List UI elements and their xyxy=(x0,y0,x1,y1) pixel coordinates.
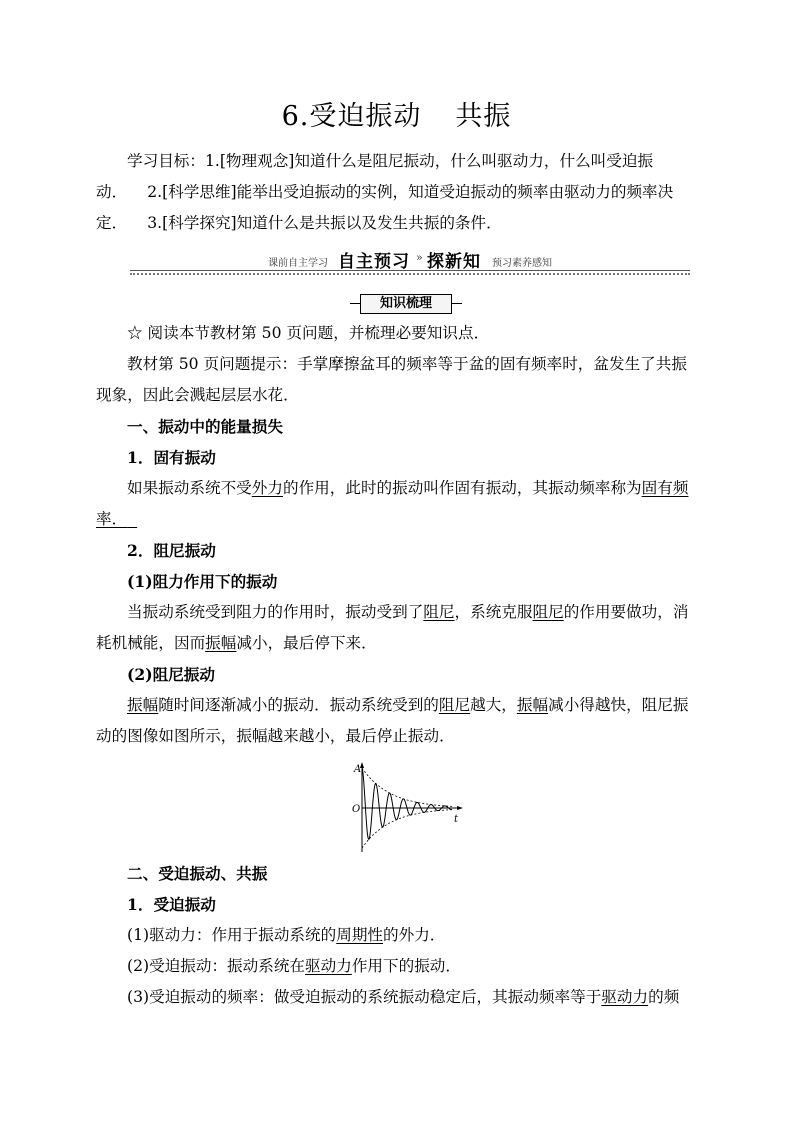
subsection-1-1: 1．固有振动 xyxy=(127,448,216,467)
page-title xyxy=(0,94,793,133)
resistance-text-2: 耗机械能，因而振幅减小，最后停下来． xyxy=(96,634,377,652)
objectives-line-3: 定． 3.[科学探究]知道什么是共振以及发生共振的条件． xyxy=(96,214,502,232)
upper-envelope xyxy=(362,768,452,806)
forced-vibration-text: (2)受迫振动：振动系统在驱动力作用下的振动． xyxy=(127,957,461,975)
reading-prompt: ☆ 阅读本节教材第 50 页问题，并梳理必要知识点． xyxy=(127,324,490,342)
x-axis-arrow xyxy=(457,806,463,810)
natural-vibration-text-2: 率． xyxy=(96,510,128,528)
natural-vibration-text: 如果振动系统不受外力的作用，此时的振动叫作固有振动，其振动频率称为固有频 xyxy=(127,479,689,497)
banner-title-1: 自主预习 xyxy=(338,252,410,272)
driving-force-text: (1)驱动力：作用于振动系统的周期性的外力． xyxy=(127,926,446,944)
damped-text-1: 振幅随时间逐渐减小的振动．振动系统受到的阻尼越大，振幅减小得越快，阻尼振 xyxy=(127,696,689,714)
damped-text-2: 动的图像如图所示，振幅越来越小，最后停止振动． xyxy=(96,727,455,745)
section-1-heading: 一、振动中的能量损失 xyxy=(127,417,283,436)
lower-envelope xyxy=(362,810,452,848)
subsection-2-1: 1．受迫振动 xyxy=(127,895,216,914)
knowledge-tag: 知识梳理 xyxy=(350,294,462,314)
subsection-1-2-1: (1)阻力作用下的振动 xyxy=(127,572,278,591)
origin-label: O xyxy=(352,804,361,815)
banner-title-2: 探新知 xyxy=(427,252,481,272)
section-banner xyxy=(130,250,690,278)
objectives-line-2: 动． 2.[科学思维]能举出受迫振动的实例，知道受迫振动的频率由驱动力的频率决 xyxy=(96,183,674,201)
title-number: 6. xyxy=(281,101,310,132)
objectives-line-1: 学习目标：1.[物理观念]知道什么是阻尼振动，什么叫驱动力，什么叫受迫振 xyxy=(127,152,654,170)
hint-line-1: 教材第 50 页问题提示：手掌摩擦盆耳的频率等于盆的固有频率时，盆发生了共振 xyxy=(127,355,687,373)
damped-wave xyxy=(362,768,452,839)
subsection-1-2: 2．阻尼振动 xyxy=(127,541,216,560)
y-axis-label: A xyxy=(354,764,362,775)
resistance-text-1: 当振动系统受到阻力的作用时，振动受到了阻尼，系统克服阻尼的作用要做功，消 xyxy=(127,603,689,621)
title-main: 受迫振动 xyxy=(309,101,422,132)
double-chevron-icon: » xyxy=(416,251,423,264)
hint-line-2: 现象，因此会溅起层层水花． xyxy=(96,386,299,404)
banner-left-label: 课前自主学习 xyxy=(268,258,328,269)
title-sub: 共振 xyxy=(455,101,512,132)
section-2-heading: 二、受迫振动、共振 xyxy=(127,864,268,883)
x-axis-label: t xyxy=(454,814,459,825)
banner-right-label: 预习素养感知 xyxy=(492,258,552,269)
forced-frequency-text: (3)受迫振动的频率：做受迫振动的系统振动稳定后，其振动频率等于驱动力的频 xyxy=(127,988,680,1006)
subsection-1-2-2: (2)阻尼振动 xyxy=(127,665,215,684)
damped-oscillation-figure xyxy=(350,760,465,855)
